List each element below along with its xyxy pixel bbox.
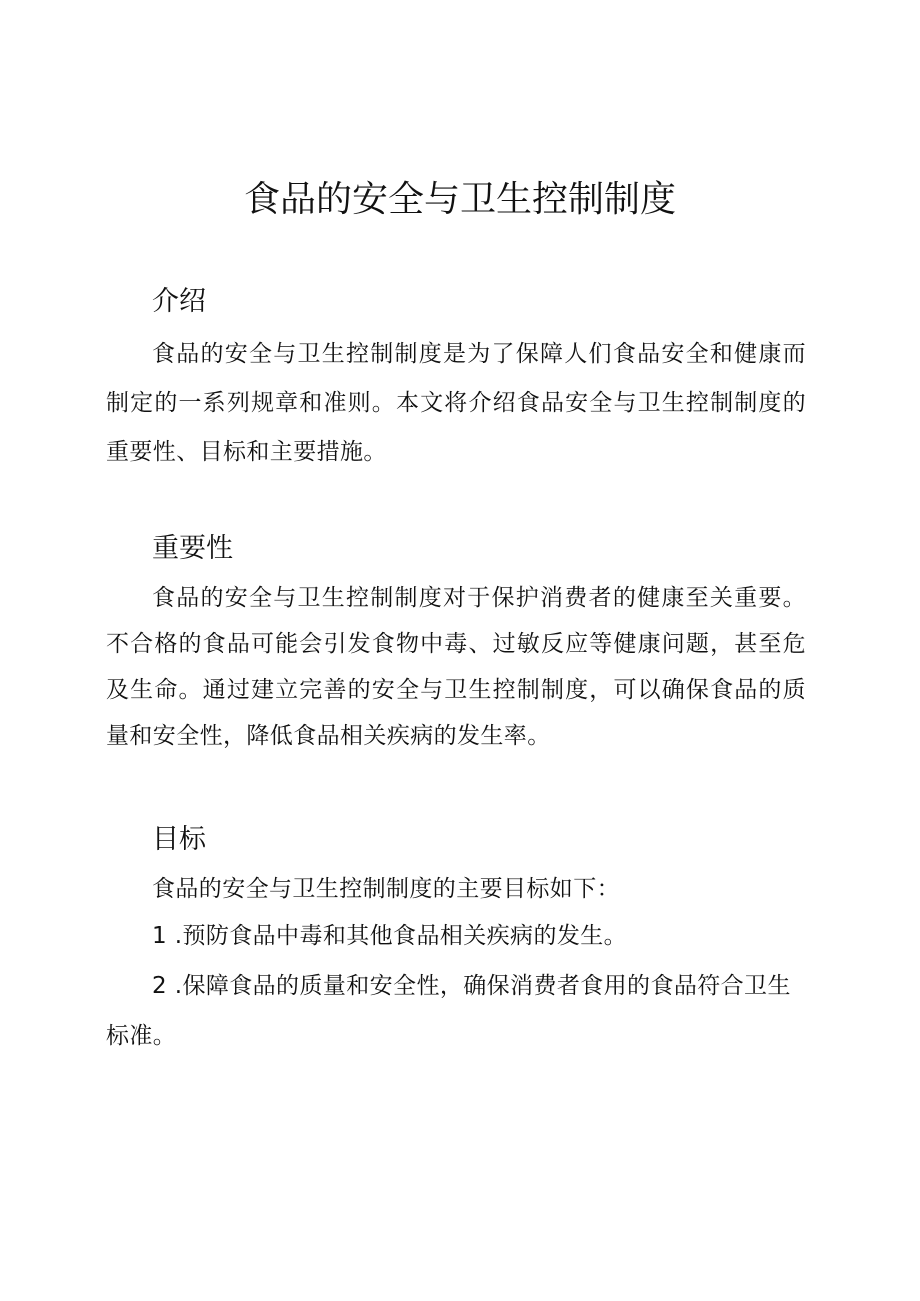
goals-intro: 食品的安全与卫生控制制度的主要目标如下：: [152, 876, 620, 902]
importance-paragraph: 食品的安全与卫生控制制度对于保护消费者的健康至关重要。不合格的食品可能会引发食物中毒、过敏反应等健康问题，甚至危及生命。通过建立完善的安全与卫生控制制度，可以确保食品的质量和安全性，降低食品相关疾病的发生率。: [106, 585, 806, 749]
section-heading-goals: 目标: [152, 824, 206, 855]
section-heading-importance: 重要性: [152, 533, 233, 564]
section-heading-introduction: 介绍: [152, 286, 206, 317]
introduction-paragraph: 食品的安全与卫生控制制度是为了保障人们食品安全和健康而制定的一系列规章和准则。本文将介绍食品安全与卫生控制制度的重要性、目标和主要措施。: [106, 341, 806, 465]
goal-item-1: 1 .预防食品中毒和其他食品相关疾病的发生。: [152, 923, 628, 949]
document-title: 食品的安全与卫生控制制度: [243, 179, 676, 220]
goal-item-2: 2 .保障食品的质量和安全性，确保消费者食用的食品符合卫生标准。: [106, 973, 791, 1049]
